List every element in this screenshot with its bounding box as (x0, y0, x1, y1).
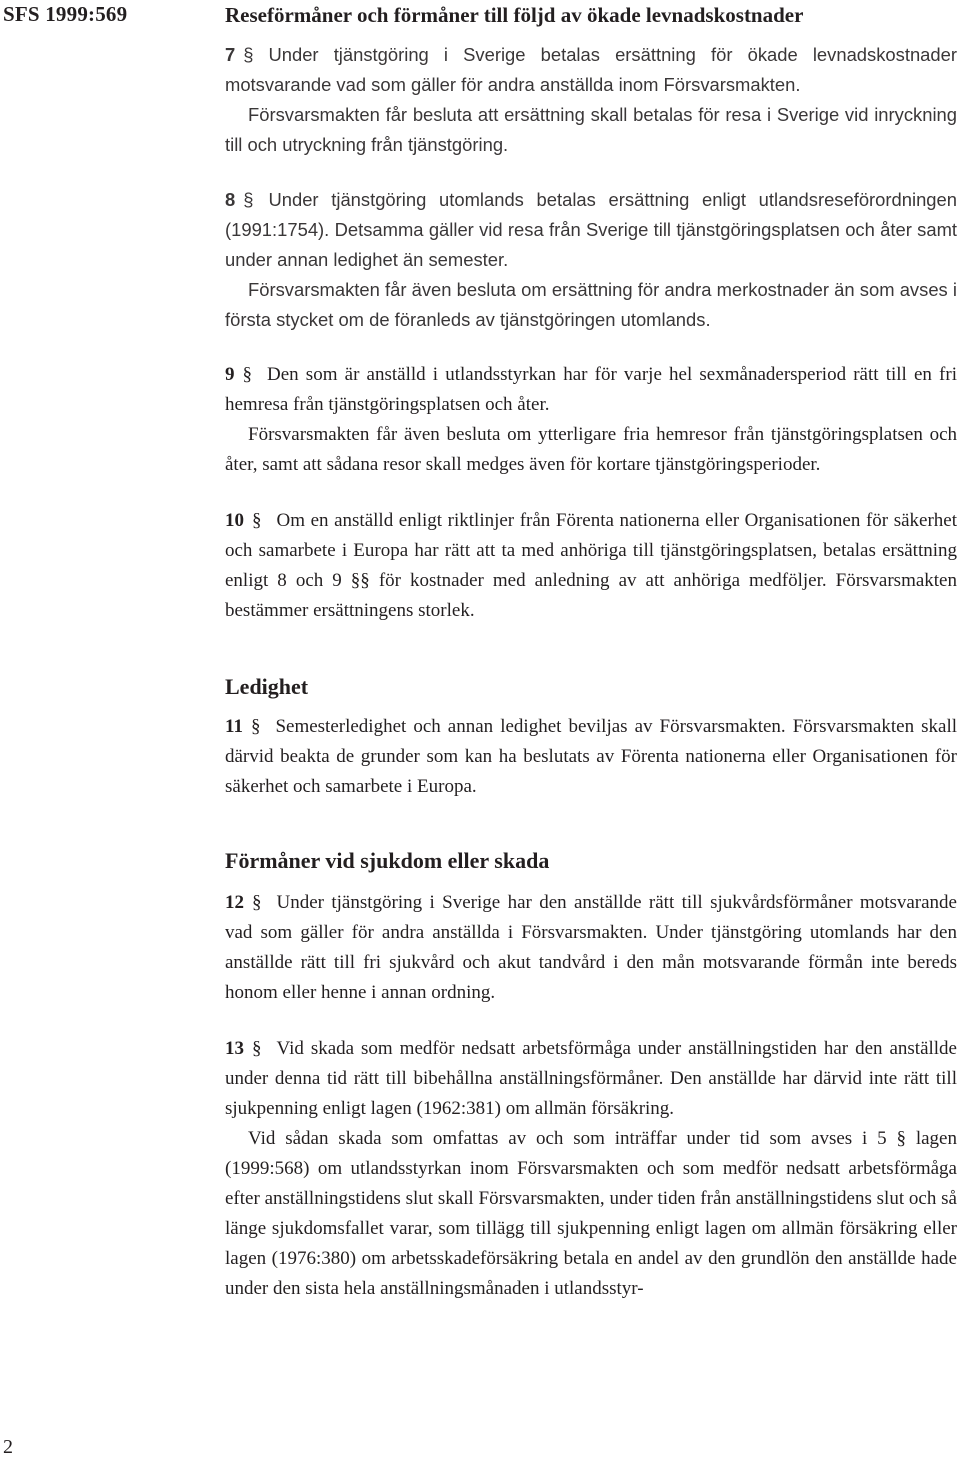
section-number: 13 (225, 1038, 244, 1059)
section-7-paragraph-2: Försvarsmakten får besluta att ersättning skall betalas för resa i Sverige vid inryckning till och utryckning från tjänstgöring. (225, 104, 957, 155)
section-9-paragraph-1 (225, 360, 957, 420)
section-13-paragraph-1 (225, 1034, 957, 1124)
section-sign: § (243, 44, 254, 65)
section-sign: § (242, 364, 252, 385)
section-11 (225, 712, 957, 802)
section-10 (225, 506, 957, 626)
section-number: 9 (225, 364, 235, 385)
section-number: 12 (225, 892, 244, 913)
section-13-paragraph-2: Vid sådan skada som omfattas av och som inträffar under tid som avses i 5 § lagen (1999:568) om utlandsstyrkan inom Försvarsmakten och som medför nedsatt arbetsförmåga efter anställningstidens slut skall Försvarsmakten, under tiden från anställningstidens slut och så länge sjukdomsfallet varar, som tillägg till sjukpenning enligt lagen om allmän försäkring eller lagen (1976:380) om arbetsskadeförsäkring betala en andel av den grundlön den anställde hade under den sista hela anställningsmånaden i utlandsstyr- (225, 1128, 957, 1299)
section-text: Under tjänstgöring i Sverige betalas ersättning för ökade levnadskostnader motsvarande vad som gäller för andra anställda inom Försvarsmakten. (225, 44, 957, 95)
section-text: Vid skada som medför nedsatt arbetsförmåga under anställningstiden har den anställde under denna tid rätt till bibehållna anställningsförmåner. Den anställde har därvid inte rätt till sjukpenning enligt lagen (1962:381) om allmän försäkring. (225, 1038, 957, 1119)
section-sign: § (243, 189, 254, 210)
section-9-paragraph-2: Försvarsmakten får även besluta om ytterligare fria hemresor från tjänstgöringsplatsen och åter, samt att sådana resor skall medges även för kortare tjänstgöringsperioder. (225, 424, 957, 475)
section-text: Semesterledighet och annan ledighet beviljas av Försvarsmakten. Försvarsmakten skall därvid beakta de grunder som kan ha beslutats av Förenta nationerna eller Organisationen för säkerhet och samarbete i Europa. (225, 716, 957, 797)
section-7-paragraph-1 (225, 40, 957, 100)
section-text: Under tjänstgöring utomlands betalas ersättning enligt utlandsreseförordningen (1991:1754). (225, 189, 957, 240)
sfs-number: SFS 1999:569 (3, 2, 128, 26)
document-body (225, 0, 957, 1304)
section-sign: § (252, 1038, 262, 1059)
section-8 (225, 185, 957, 335)
heading-ledighet: Ledighet (225, 674, 309, 699)
section-8-paragraph-1 (225, 185, 957, 275)
heading-sjukdom: Förmåner vid sjukdom eller skada (225, 848, 550, 873)
section-10-paragraph-1 (225, 506, 957, 626)
section-sign: § (252, 510, 262, 531)
section-text: Den som är anställd i utlandsstyrkan har för varje hel sexmånadersperiod rätt till en fri hemresa från tjänstgöringsplatsen och åter. (225, 364, 957, 415)
section-8-paragraph-2: Försvarsmakten får även besluta om ersättning för andra merkostnader än som avses i första stycket om de föranleds av tjänstgöringen utomlands. (225, 279, 957, 330)
section-number: 10 (225, 510, 244, 531)
page-number: 2 (3, 1436, 13, 1458)
section-sign: § (250, 716, 261, 737)
section-text: Detsamma gäller vid resa från Sverige till tjänstgöringsplatsen och åter samt under annan ledighet än semester. (225, 219, 957, 270)
section-sign: § (252, 892, 262, 913)
section-text: Under tjänstgöring i Sverige har den anställde rätt till sjukvårdsförmåner motsvarande vad som gäller för andra anställda i Försvarsmakten. Under tjänstgöring utomlands har den anställde rätt till fri sjukvård och akut tandvård i den mån motsvarande förmån inte bereds honom eller henne i annan ordning. (225, 892, 957, 1003)
section-text: Om en anställd enligt riktlinjer från Förenta nationerna eller Organisationen för säkerhet och samarbete i Europa har rätt att ta med anhöriga till tjänstgöringsplatsen, betalas ersättning enligt 8 och 9 §§ för kostnader med anledning av att anhöriga medföljer. Försvarsmakten bestämmer ersättningens storlek. (225, 510, 957, 621)
page-title: Reseförmåner och förmåner till följd av ökade levnadskostnader (225, 3, 804, 27)
section-13 (225, 1034, 957, 1304)
section-12 (225, 888, 957, 1008)
section-9 (225, 360, 957, 480)
section-number: 8 (225, 189, 236, 210)
section-number: 11 (225, 716, 243, 737)
section-11-paragraph-1 (225, 712, 957, 802)
section-number: 7 (225, 44, 236, 65)
section-12-paragraph-1 (225, 888, 957, 1008)
section-7 (225, 40, 957, 160)
